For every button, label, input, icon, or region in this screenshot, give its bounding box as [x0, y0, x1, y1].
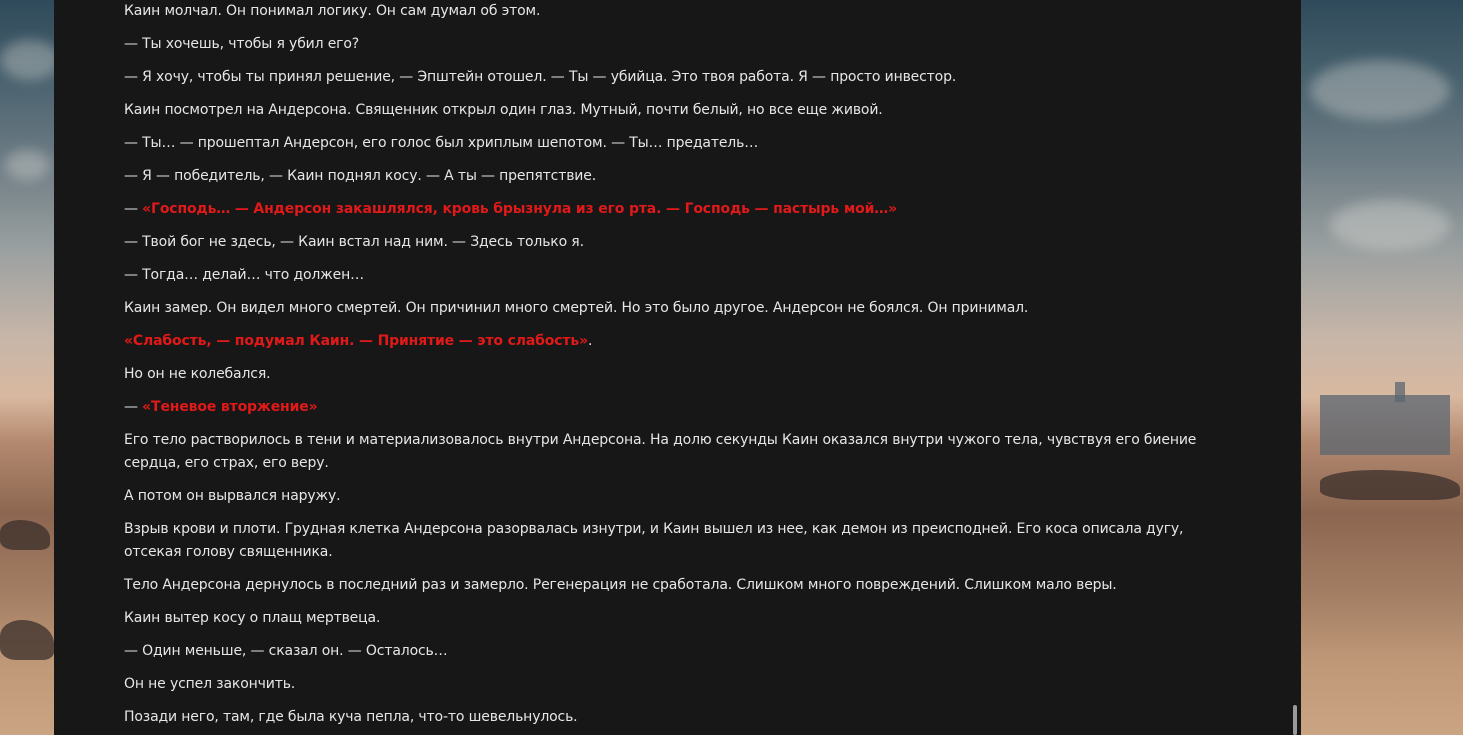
paragraph — [124, 198, 1234, 221]
paragraph-text: Позади него, там, где была куча пепла, что-то шевельнулось. — [124, 709, 578, 725]
paragraph — [124, 396, 1234, 419]
paragraph — [124, 231, 1234, 254]
paragraph — [124, 66, 1234, 89]
paragraph — [124, 607, 1234, 630]
paragraph-text: Он не успел закончить. — [124, 676, 296, 692]
highlighted-text: «Господь… — Андерсон закашлялся, кровь брызнула из его рта. — Господь — пастырь мой…» — [142, 201, 898, 217]
highlighted-text: «Слабость, — подумал Каин. — Принятие — это слабость» — [124, 333, 588, 349]
paragraph-text: Каин вытер косу о плащ мертвеца. — [124, 610, 381, 626]
paragraph — [124, 429, 1234, 475]
paragraph-text: Тело Андерсона дернулось в последний раз и замерло. Регенерация не сработала. Слишком много повреждений. Слишком мало веры. — [124, 577, 1117, 593]
paragraph — [124, 264, 1234, 287]
paragraph-text: . — [587, 333, 593, 349]
highlighted-text: «Теневое вторжение» — [142, 399, 318, 415]
paragraph-text: — Я — победитель, — Каин поднял косу. — А ты — препятствие. — [124, 168, 597, 184]
paragraph — [124, 485, 1234, 508]
paragraph-text: — Твой бог не здесь, — Каин встал над ним. — Здесь только я. — [124, 234, 584, 250]
paragraph — [124, 640, 1234, 663]
paragraph-text: Каин замер. Он видел много смертей. Он причинил много смертей. Но это было другое. Андерсон не боялся. Он принимал. — [124, 300, 1029, 316]
paragraph-text: — Тогда… делай… что должен… — [124, 267, 364, 283]
paragraph-text: Взрыв крови и плоти. Грудная клетка Андерсона разорвалась изнутри, и Каин вышел из нее, как демон из преисподней. Его коса описала дугу, отсекая голову священника. — [124, 521, 1184, 560]
paragraph — [124, 132, 1234, 155]
paragraph — [124, 330, 1234, 353]
paragraph — [124, 297, 1234, 320]
paragraph-text: А потом он вырвался наружу. — [124, 488, 341, 504]
paragraph-text: — Ты… — прошептал Андерсон, его голос был хриплым шепотом. — Ты… предатель… — [124, 135, 759, 151]
paragraph — [124, 706, 1234, 729]
paragraph — [124, 99, 1234, 122]
scrollbar-thumb[interactable] — [1293, 705, 1297, 735]
paragraph-text: — — [124, 201, 143, 217]
paragraph-text: Но он не колебался. — [124, 366, 271, 382]
paragraph — [124, 33, 1234, 56]
paragraph-text: — — [124, 399, 143, 415]
paragraph — [124, 574, 1234, 597]
paragraph — [124, 518, 1234, 564]
paragraph — [124, 673, 1234, 696]
paragraph-text: — Ты хочешь, чтобы я убил его? — [124, 36, 360, 52]
paragraph-text: Его тело растворилось в тени и материализовалось внутри Андерсона. На долю секунды Каин оказался внутри чужого тела, чувствуя его биение сердца, его страх, его веру. — [124, 432, 1197, 471]
paragraph — [124, 0, 1234, 23]
scrollbar[interactable] — [1291, 0, 1297, 735]
paragraph-text: — Я хочу, чтобы ты принял решение, — Эпштейн отошел. — Ты — убийца. Это твоя работа. Я — просто инвестор. — [124, 69, 957, 85]
paragraph-text: Каин посмотрел на Андерсона. Священник открыл один глаз. Мутный, почти белый, но все еще живой. — [124, 102, 883, 118]
paragraph-text: Каин молчал. Он понимал логику. Он сам думал об этом. — [124, 3, 541, 19]
paragraph — [124, 363, 1234, 386]
reader-panel[interactable] — [54, 0, 1301, 735]
paragraph-text: — Один меньше, — сказал он. — Осталось… — [124, 643, 448, 659]
paragraph — [124, 165, 1234, 188]
